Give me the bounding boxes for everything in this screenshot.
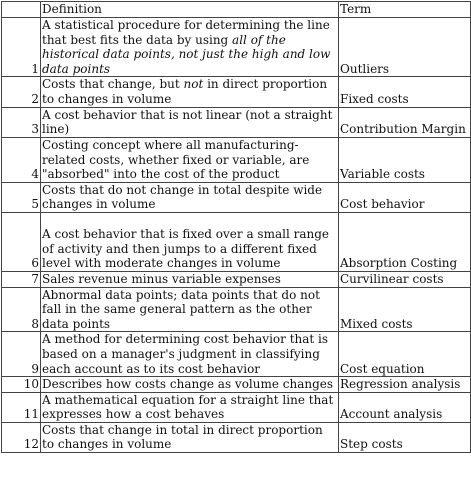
table-row — [2, 392, 471, 422]
definition-text: Costs that do not change in total despite wide changes in volume — [42, 182, 323, 212]
row-number: 4 — [2, 137, 41, 182]
table-row — [2, 182, 471, 212]
row-term: Curvilinear costs — [339, 271, 471, 287]
definition-italic-text: all of the historical data points, not just the high and low data points — [42, 32, 331, 76]
table-row — [2, 377, 471, 393]
definition-text: A mathematical equation for a straight line that expresses how a cost behaves — [42, 392, 334, 422]
row-number: 6 — [2, 212, 41, 271]
table-body — [2, 18, 471, 453]
row-definition — [41, 18, 339, 77]
table-row — [2, 18, 471, 77]
definition-text-end: in direct proportion to changes in volume — [42, 77, 328, 106]
row-number: 1 — [2, 18, 41, 77]
row-definition — [41, 377, 339, 393]
definition-text: A statistical procedure for determining the line that best fits the data by using — [42, 18, 330, 47]
table-row — [2, 271, 471, 287]
row-term: Contribution Margin — [339, 107, 471, 137]
row-number: 2 — [2, 77, 41, 107]
definition-text: Costs that change in total in direct proportion to changes in volume — [42, 422, 323, 452]
header-definition: Definition — [41, 2, 339, 18]
table-row — [2, 107, 471, 137]
row-term: Fixed costs — [339, 77, 471, 107]
definition-italic-text: not — [183, 77, 204, 92]
definition-text: Costs that change, but — [42, 77, 184, 92]
row-number: 10 — [2, 377, 41, 393]
definition-text: Sales revenue minus variable expenses — [42, 271, 281, 286]
table-row — [2, 332, 471, 377]
table-row — [2, 287, 471, 332]
row-definition — [41, 107, 339, 137]
row-number: 11 — [2, 392, 41, 422]
row-term: Absorption Costing — [339, 212, 471, 271]
row-number: 9 — [2, 332, 41, 377]
row-definition — [41, 392, 339, 422]
row-term: Cost equation — [339, 332, 471, 377]
table-row — [2, 77, 471, 107]
row-definition — [41, 287, 339, 332]
row-definition — [41, 271, 339, 287]
row-number: 3 — [2, 107, 41, 137]
row-definition — [41, 212, 339, 271]
row-term: Account analysis — [339, 392, 471, 422]
row-term: Outliers — [339, 18, 471, 77]
row-term: Cost behavior — [339, 182, 471, 212]
definition-text: A method for determining cost behavior that is based on a manager's judgment in classifying each account as to its cost behavior — [42, 332, 329, 376]
row-term: Regression analysis — [339, 377, 471, 393]
definition-text: Costing concept where all manufacturing-related costs, whether fixed or variable, are "absorbed" into the cost of the product — [42, 137, 310, 182]
row-definition — [41, 182, 339, 212]
definition-text: Describes how costs change as volume changes — [42, 377, 334, 392]
row-number: 5 — [2, 182, 41, 212]
table-row — [2, 137, 471, 182]
row-number: 7 — [2, 271, 41, 287]
row-definition — [41, 422, 339, 452]
definition-text: A cost behavior that is not linear (not a straight line) — [42, 107, 333, 137]
header-term: Term — [339, 2, 471, 18]
header-row — [2, 2, 471, 18]
row-definition — [41, 332, 339, 377]
matching-table — [1, 1, 471, 453]
row-definition — [41, 77, 339, 107]
header-number — [2, 2, 41, 18]
definition-text: A cost behavior that is fixed over a small range of activity and then jumps to a different fixed level with moderate changes in volume — [42, 227, 330, 271]
row-definition — [41, 137, 339, 182]
definition-text: Abnormal data points; data points that do not fall in the same general pattern as the other data points — [42, 287, 320, 331]
table-row — [2, 212, 471, 271]
row-term: Variable costs — [339, 137, 471, 182]
row-term: Step costs — [339, 422, 471, 452]
table-row — [2, 422, 471, 452]
row-term: Mixed costs — [339, 287, 471, 332]
row-number: 12 — [2, 422, 41, 452]
row-number: 8 — [2, 287, 41, 332]
